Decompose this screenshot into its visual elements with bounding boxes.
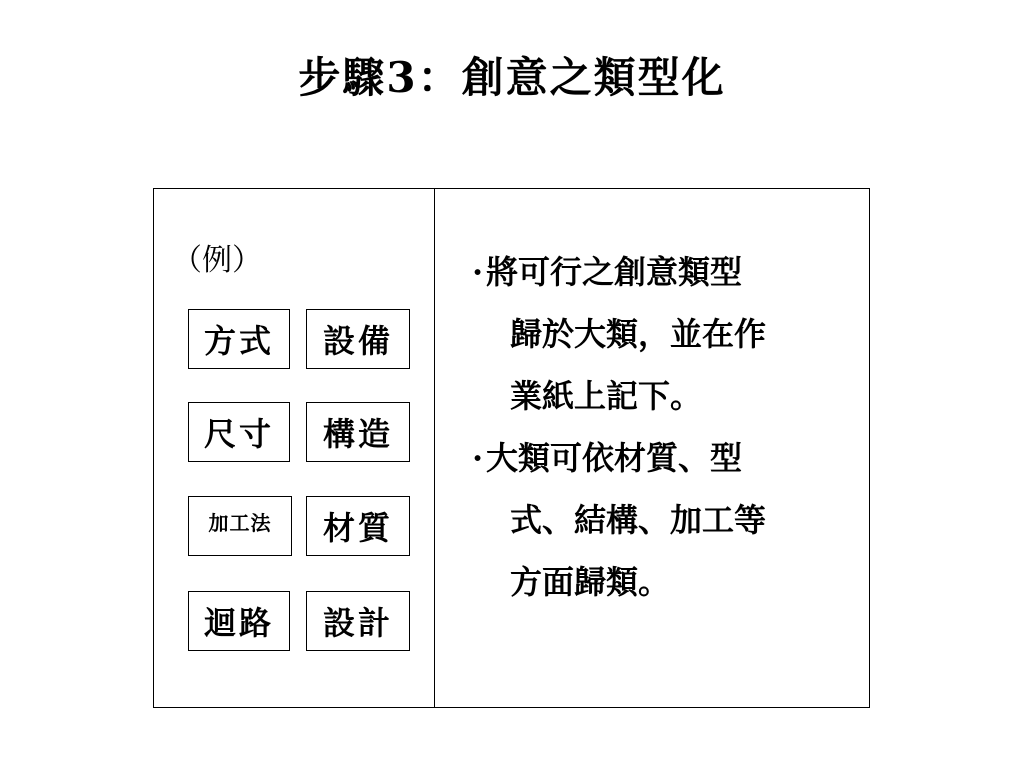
category-box-method: 方式 [188, 309, 290, 369]
bullet-line: ·將可行之創意類型 [472, 241, 832, 303]
bullet-dot: · [472, 253, 484, 291]
bullet-line: 式、結構、加工等 [510, 501, 767, 539]
bullet-dot: · [472, 439, 484, 477]
example-label: （例） [172, 243, 262, 278]
category-box-design: 設計 [306, 591, 410, 651]
bullet-line: 方面歸類。 [510, 563, 671, 601]
bullet-line: 業紙上記下。 [510, 377, 703, 415]
category-box-material: 材質 [306, 496, 410, 556]
explanation-text [472, 241, 832, 613]
category-box-size: 尺寸 [188, 402, 290, 462]
category-box-processing: 加工法 [188, 496, 292, 556]
bullet-line: 歸於大類，並在作 [510, 315, 767, 353]
column-divider [434, 189, 435, 707]
category-box-equipment: 設備 [306, 309, 410, 369]
bullet-item [472, 427, 832, 613]
slide-title: 步驟3：創意之類型化 [298, 53, 726, 102]
content-frame [153, 188, 870, 708]
category-box-structure: 構造 [306, 402, 410, 462]
category-box-circuit: 迴路 [188, 591, 290, 651]
bullet-item [472, 241, 832, 427]
bullet-line: ·大類可依材質、型 [472, 427, 832, 489]
